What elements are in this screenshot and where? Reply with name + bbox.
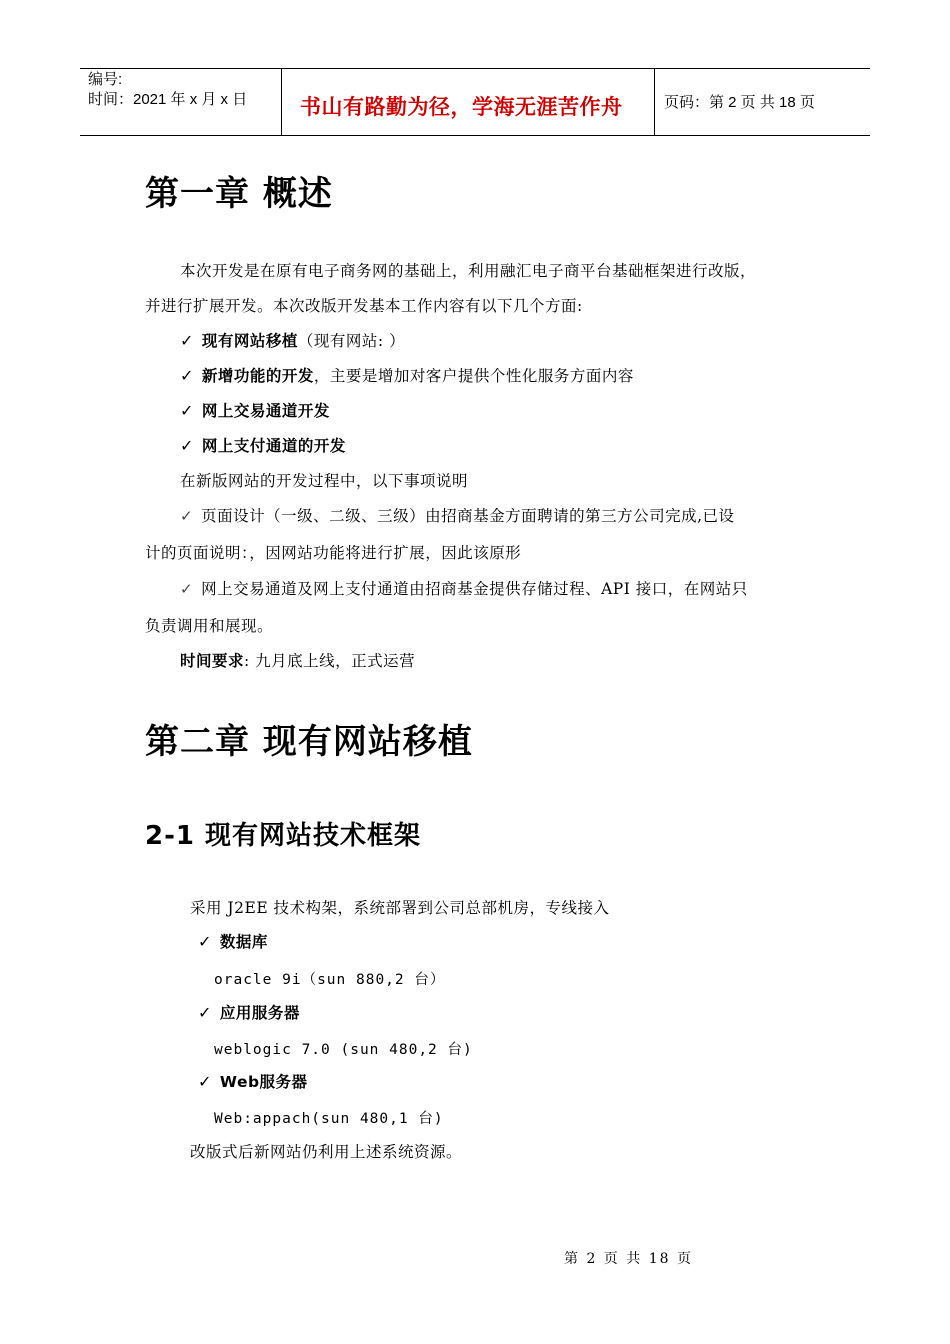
header-divider-left	[281, 68, 282, 135]
checkmark-icon: ✓	[180, 436, 194, 455]
web-server-value: Web:appach(sun 480,1 台)	[214, 1111, 444, 1127]
checkmark-icon: ✓	[198, 932, 212, 951]
chapter1-intro-line2: 并进行扩展开发。本次改版开发基本工作内容有以下几个方面:	[145, 297, 583, 315]
database-heading: ✓ 数据库	[198, 932, 268, 951]
checkmark-icon: ✓	[198, 1003, 212, 1022]
checkmark-icon: ✓	[180, 331, 194, 350]
web-server-heading: ✓ Web服务器	[198, 1072, 308, 1091]
notes-intro: 在新版网站的开发过程中，以下事项说明	[180, 472, 469, 490]
checkmark-icon: ✓	[180, 366, 194, 385]
header-motto: 书山有路勤为径，学海无涯苦作舟	[300, 95, 623, 119]
app-server-heading: ✓ 应用服务器	[198, 1003, 300, 1022]
checkmark-icon: ✓	[180, 401, 194, 420]
note2-line1: ✓ 网上交易通道及网上支付通道由招商基金提供存储过程、API 接口，在网站只	[180, 580, 748, 598]
section-2-1-intro: 采用 J2EE 技术构架，系统部署到公司总部机房，专线接入	[190, 899, 610, 917]
list-item: ✓ 网上交易通道开发	[180, 401, 330, 420]
note2-line2: 负责调用和展现。	[145, 617, 274, 635]
list-item: ✓ 新增功能的开发，主要是增加对客户提供个性化服务方面内容	[180, 366, 634, 385]
chapter1-intro-line1: 本次开发是在原有电子商务网的基础上，利用融汇电子商平台基础框架进行改版，	[180, 262, 757, 280]
list-item: ✓ 网上支付通道的开发	[180, 436, 346, 455]
header-page-label: 页码：第 2 页 共 18 页	[664, 94, 815, 111]
database-value: oracle 9i（sun 880,2 台）	[214, 972, 446, 988]
section-2-1-title: 2-1 现有网站技术框架	[145, 821, 422, 851]
checkmark-icon: ✓	[180, 580, 194, 598]
header-number-label: 编号:	[88, 71, 123, 88]
chapter2-title: 第二章 现有网站移植	[145, 722, 473, 762]
list-item: ✓ 现有网站移植（现有网站: ）	[180, 331, 406, 350]
header-bottom-rule	[80, 135, 870, 136]
header-time-label: 时间：2021 年 x 月 x 日	[88, 91, 248, 108]
header-top-rule	[80, 68, 870, 69]
checkmark-icon: ✓	[180, 507, 194, 525]
checkmark-icon: ✓	[198, 1072, 212, 1091]
time-requirement: 时间要求: 九月底上线，正式运营	[180, 652, 416, 670]
note1-line2: 计的页面说明：，因网站功能将进行扩展，因此该原形	[145, 544, 522, 562]
app-server-value: weblogic 7.0 (sun 480,2 台)	[214, 1042, 473, 1058]
header-divider-right	[654, 68, 655, 135]
chapter1-title: 第一章 概述	[145, 174, 333, 214]
page-footer: 第 2 页 共 18 页	[564, 1251, 693, 1267]
section-2-1-closing: 改版式后新网站仍利用上述系统资源。	[190, 1143, 463, 1161]
note1-line1: ✓ 页面设计（一级、二级、三级）由招商基金方面聘请的第三方公司完成,已设	[180, 507, 735, 525]
